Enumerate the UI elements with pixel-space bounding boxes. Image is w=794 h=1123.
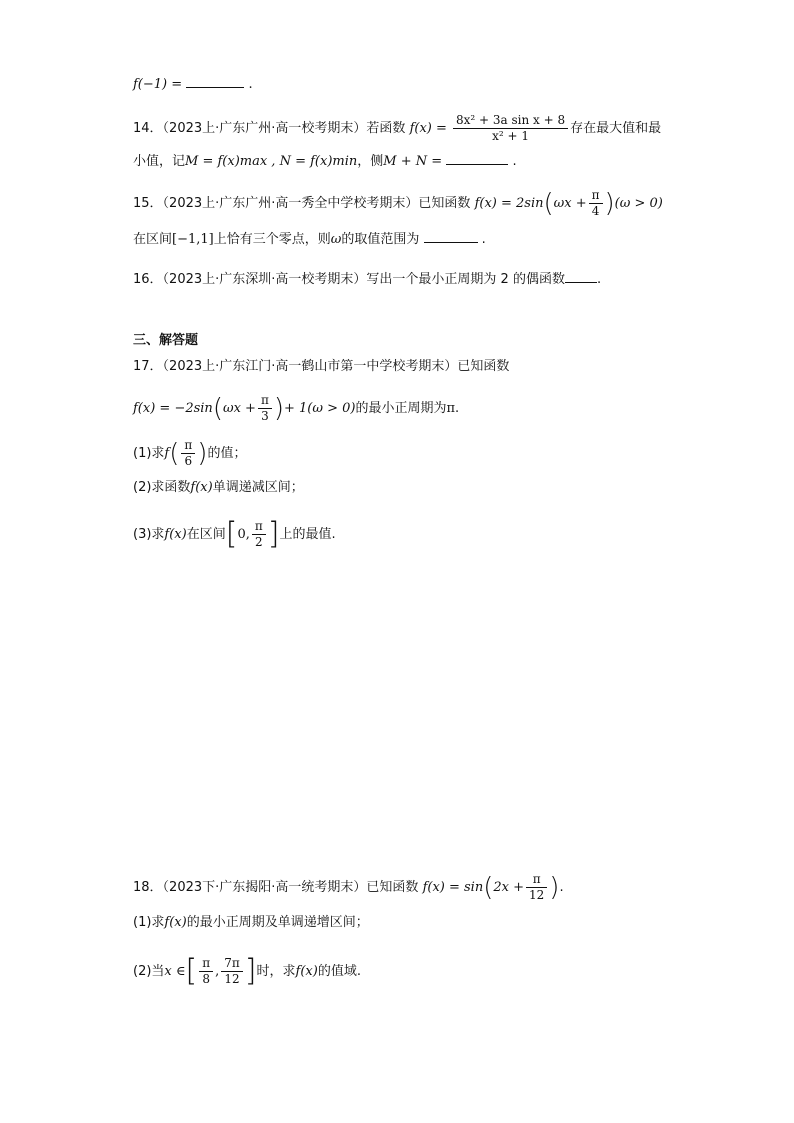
q17-end: . xyxy=(455,401,460,416)
q18-p2-bracket-close: ] xyxy=(244,953,257,989)
q15-line2 xyxy=(133,228,486,250)
q18-pre: 已知函数 xyxy=(366,880,419,895)
q17-part3 xyxy=(133,516,336,552)
q17-line1 xyxy=(133,357,509,377)
q18-p1-pre: (1)求 xyxy=(133,915,165,930)
q15-line2-pre: 在区间 xyxy=(133,232,173,247)
q18-p2-x: x ∈ xyxy=(164,964,186,979)
q16-answer-blank[interactable] xyxy=(565,268,597,283)
q18-p2-frac2 xyxy=(221,956,243,987)
q16-end: . xyxy=(596,272,602,287)
q15-paren-open: ( xyxy=(543,188,554,219)
q13-end: . xyxy=(248,77,253,92)
q13-answer-blank[interactable] xyxy=(186,73,244,88)
q17-p1-num: π xyxy=(181,438,195,454)
q17-p2-f: f(x) xyxy=(190,480,213,495)
q18-source: （2023下·广东揭阳·高一统考期末） xyxy=(162,880,367,895)
q15-fx: f(x) = 2sin xyxy=(474,196,544,211)
q14-denominator: x² + 1 xyxy=(492,129,530,143)
q15-cond: (ω > 0) xyxy=(614,196,663,211)
q13-expr: f(−1) = xyxy=(133,77,183,92)
q18-inner: 2x + xyxy=(493,880,525,895)
q17-number: 17． xyxy=(133,359,163,374)
q18-p2-bracket-open: [ xyxy=(185,953,198,989)
q17-line2 xyxy=(133,393,459,424)
q15-line1 xyxy=(133,188,663,219)
q17-p1-paren-open: ( xyxy=(169,438,180,469)
q13-tail xyxy=(133,73,253,95)
q15-line2-mid: 上恰有三个零点，则 xyxy=(213,232,331,247)
q18-p2-frac1 xyxy=(199,956,213,987)
q17-part2 xyxy=(133,478,304,498)
q17-p2-pre: (2)求函数 xyxy=(133,480,191,495)
q17-part1 xyxy=(133,438,246,469)
q17-paren-close: ) xyxy=(273,393,284,424)
q18-end: . xyxy=(559,880,564,895)
q17-p3-pre: (3)求 xyxy=(133,527,165,542)
q14-answer-blank[interactable] xyxy=(446,150,508,165)
q17-p1-paren-close: ) xyxy=(197,438,208,469)
q14-line1 xyxy=(133,113,661,144)
q18-p2-d2: 12 xyxy=(224,972,240,986)
section-title: 三、解答题 xyxy=(133,333,199,348)
q15-paren-close: ) xyxy=(604,188,615,219)
q17-pi: π xyxy=(446,401,456,416)
q15-number: 15． xyxy=(133,196,163,211)
q16-source: （2023上·广东深圳·高一校考期末） xyxy=(162,272,367,287)
q17-p1-post: 的值； xyxy=(207,446,247,461)
q15-end: . xyxy=(481,232,486,247)
q14-line2-pre: 小值，记 xyxy=(133,154,186,169)
q17-fraction xyxy=(258,393,272,424)
q14-end: . xyxy=(512,154,517,169)
q14-line2 xyxy=(133,150,517,172)
q14-numerator: 8x² + 3a sin x + 8 xyxy=(453,113,568,129)
q15-omega: ω xyxy=(330,232,342,247)
q17-post: 的最小正周期为 xyxy=(355,401,447,416)
q15-fraction xyxy=(589,188,603,219)
q15-answer-blank[interactable] xyxy=(424,228,478,243)
q18-p2-comma: , xyxy=(215,964,220,979)
q18-p1-post: 的最小正周期及单调递增区间； xyxy=(186,915,369,930)
q17-p1-pre: (1)求 xyxy=(133,446,165,461)
q18-frac-den: 12 xyxy=(529,888,545,902)
q17-p3-mid: 在区间 xyxy=(186,527,226,542)
q18-p2-d1: 8 xyxy=(202,972,210,986)
q14-sum: M + N = xyxy=(383,154,443,169)
q17-tail: + 1(ω > 0) xyxy=(283,401,356,416)
q15-frac-num: π xyxy=(589,188,603,204)
q15-pre: 已知函数 xyxy=(418,196,471,211)
q17-p2-post: 单调递减区间； xyxy=(212,480,304,495)
q18-p2-pre: (2)当 xyxy=(133,964,165,979)
q17-p3-num: π xyxy=(252,519,266,535)
q17-p3-f: f(x) xyxy=(164,527,187,542)
q17-p1-den: 6 xyxy=(184,454,193,468)
q18-p2-post: 的值域. xyxy=(317,964,361,979)
q17-p3-bracket-close: ] xyxy=(267,516,280,552)
q18-paren-open: ( xyxy=(483,872,494,903)
q18-frac-num: π xyxy=(526,872,547,888)
q15-inner: ωx + xyxy=(553,196,587,211)
q15-interval: [−1,1] xyxy=(172,232,214,247)
q14-post: 存在最大值和最 xyxy=(570,121,662,136)
q18-paren-close: ) xyxy=(549,872,560,903)
q14-line2-mid: ，侧 xyxy=(357,154,384,169)
q14-fx: f(x) = xyxy=(409,121,447,136)
q17-source: （2023上·广东江门·高一鹤山市第一中学校考期末） xyxy=(162,359,458,374)
q15-source: （2023上·广东广州·高一秀全中学校考期末） xyxy=(162,196,419,211)
q18-p2-n1: π xyxy=(199,956,213,972)
q17-pre: 已知函数 xyxy=(457,359,510,374)
q15-frac-den: 4 xyxy=(591,204,600,218)
q14-source: （2023上·广东广州·高一校考期末） xyxy=(162,121,367,136)
q17-p1-fraction xyxy=(181,438,195,469)
q17-paren-open: ( xyxy=(212,393,223,424)
q17-frac-den: 3 xyxy=(261,409,269,423)
q17-p3-a: 0, xyxy=(237,527,250,542)
q18-line1 xyxy=(133,872,564,903)
q17-frac-num: π xyxy=(258,393,272,409)
q18-p2-n2: 7π xyxy=(221,956,243,972)
q18-fx: f(x) = sin xyxy=(422,880,484,895)
q18-number: 18． xyxy=(133,880,163,895)
q14-number: 14． xyxy=(133,121,163,136)
q14-pre: 若函数 xyxy=(366,121,406,136)
q18-fraction xyxy=(526,872,547,903)
q15-line2-post: 的取值范围为 xyxy=(341,232,420,247)
q17-p1-f: f xyxy=(164,446,170,461)
q18-part1 xyxy=(133,913,369,933)
q16-line xyxy=(133,268,601,290)
q17-p3-bracket-open: [ xyxy=(225,516,238,552)
q14-line2-math: M = f(x)max , N = f(x)min xyxy=(185,154,358,169)
q18-p2-f: f(x) xyxy=(295,964,318,979)
q16-text: 写出一个最小正周期为 2 的偶函数 xyxy=(366,272,565,287)
q17-fx: f(x) = −2sin xyxy=(133,401,213,416)
q17-inner: ωx + xyxy=(222,401,256,416)
q17-p3-fraction xyxy=(252,519,266,550)
q18-p1-f: f(x) xyxy=(164,915,187,930)
q16-number: 16． xyxy=(133,272,163,287)
q17-p3-den: 2 xyxy=(254,535,263,549)
q17-p3-post: 上的最值. xyxy=(279,527,336,542)
q18-part2 xyxy=(133,953,361,989)
q14-fraction xyxy=(453,113,568,144)
q18-p2-mid: 时，求 xyxy=(256,964,296,979)
